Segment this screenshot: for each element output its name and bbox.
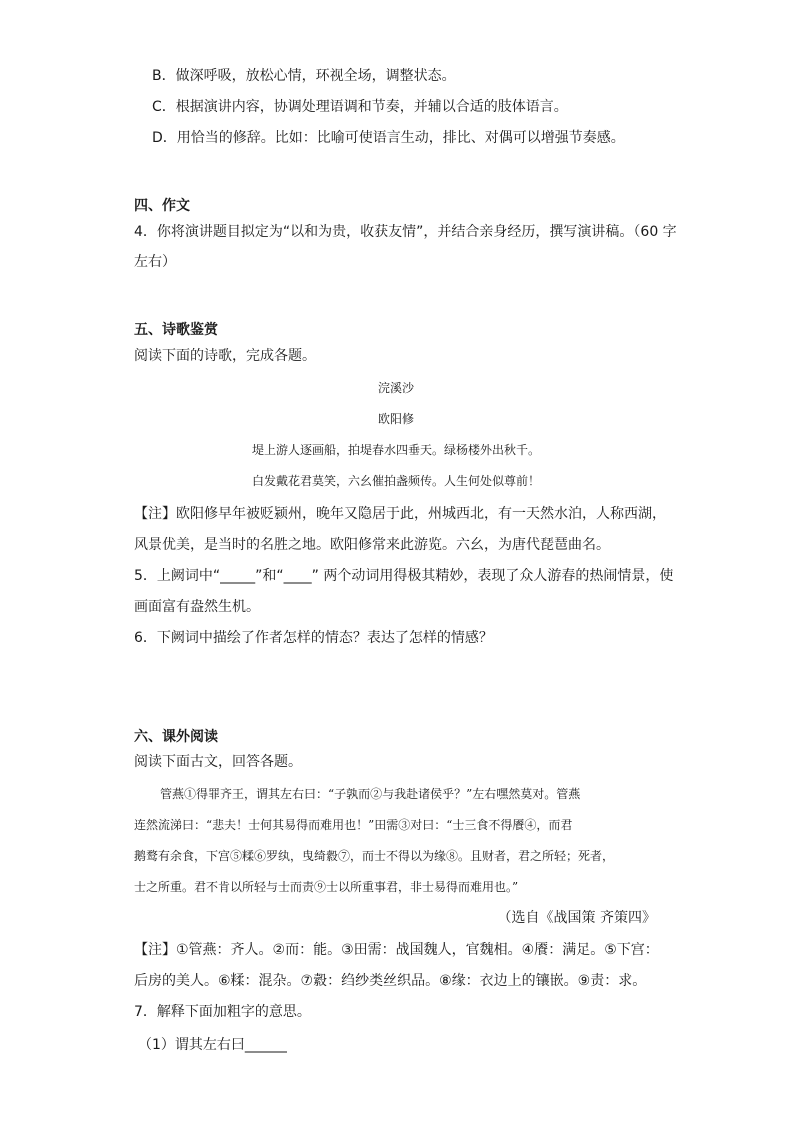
section4-heading: 四、作文: [134, 198, 190, 214]
poem-line-2: 白发戴花君莫笑，六幺催拍盏频传。人生何处似尊前！: [251, 474, 540, 488]
classical-text-line3: 鹅鹜有余食，下宫⑤糅⑥罗纨，曳绮縠⑦，而士不得以为缘⑧。且财者，君之所轻；死者，: [134, 849, 615, 863]
poem-line-1: 堤上游人逐画船，拍堤春水四垂天。绿杨楼外出秋千。: [251, 443, 540, 457]
classical-note-line2: 后房的美人。⑥糅：混杂。⑦縠：绉纱类丝织品。⑧缘：衣边上的镶嵌。⑨责：求。: [134, 973, 647, 989]
poem-title: 浣溪沙: [377, 381, 414, 395]
option-d: D．用恰当的修辞。比如：比喻可使语言生动，排比、对偶可以增强节奏感。: [152, 130, 625, 146]
section5-intro: 阅读下面的诗歌，完成各题。: [134, 348, 316, 364]
question-5-line1: 5．上阙词中“_____”和“____” 两个动词用得极其精妙，表现了众人游春的热闹情景，使: [134, 568, 674, 584]
classical-text-line4: 士之所重。君不肯以所轻与士而责⑨士以所重事君，非士易得而难用也。”: [134, 880, 519, 894]
question-7-1: （1）谓其左右曰______: [138, 1037, 287, 1053]
question-4-line1: 4．你将演讲题目拟定为“以和为贵，收获友情”，并结合亲身经历，撰写演讲稿。（60 字: [134, 224, 677, 240]
classical-text-line2: 连然流涕曰：“悲夫！士何其易得而难用也！”田需③对曰：“士三食不得餍④，而君: [134, 818, 573, 832]
text-source: （选自《战国策 齐策四》: [497, 910, 656, 926]
poem-note-line2: 风景优美，是当时的名胜之地。欧阳修常来此游览。六幺，为唐代琵琶曲名。: [134, 537, 610, 553]
section6-intro: 阅读下面古文，回答各题。: [134, 754, 302, 770]
option-b: B．做深呼吸，放松心情，环视全场，调整状态。: [152, 68, 456, 84]
question-4-line2: 左右）: [134, 254, 176, 270]
question-6: 6．下阙词中描绘了作者怎样的情态？表达了怎样的情感？: [134, 630, 493, 646]
section5-heading: 五、诗歌鉴赏: [134, 322, 218, 338]
question-7: 7．解释下面加粗字的意思。: [134, 1004, 311, 1020]
option-c: C．根据演讲内容，协调处理语调和节奏，并辅以合适的肢体语言。: [152, 99, 568, 115]
poem-note-line1: 【注】欧阳修早年被贬颍州，晚年又隐居于此，州城西北，有一天然水泊，人称西湖，: [134, 506, 666, 522]
question-5-line2: 画面富有盎然生机。: [134, 599, 260, 615]
poem-author: 欧阳修: [377, 412, 414, 426]
section6-heading: 六、课外阅读: [134, 729, 218, 745]
classical-text-line1: 管燕①得罪齐王，谓其左右曰：“子孰而②与我赴诸侯乎？”左右嘿然莫对。管燕: [160, 787, 581, 801]
classical-note-line1: 【注】①管燕：齐人。②而：能。③田需：战国魏人，官魏相。④餍：满足。⑤下宫：: [134, 942, 659, 958]
